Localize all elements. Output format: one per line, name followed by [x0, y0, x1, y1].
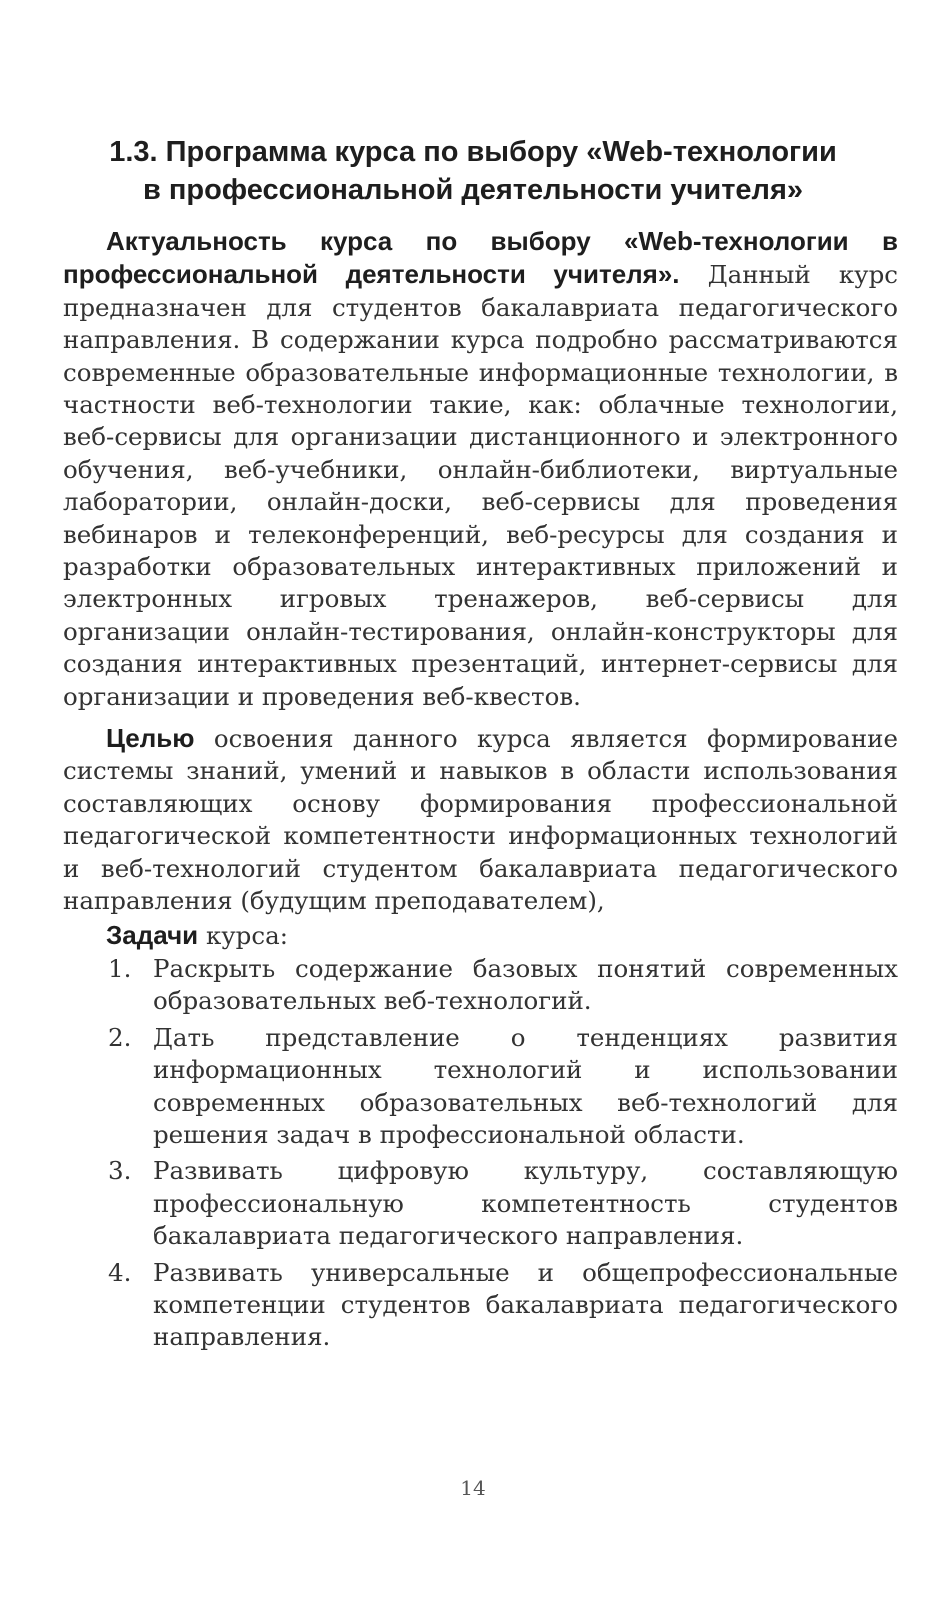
tasks-text: курса:	[205, 921, 288, 950]
list-item-number: 3.	[108, 1156, 132, 1186]
goal-lead: Целью	[106, 723, 195, 753]
list-item	[63, 1155, 898, 1252]
list-item-number: 2.	[108, 1022, 132, 1052]
list-item-text: Дать представление о тенденциях развития информационных технологий и использовании современных образовательных веб-технологий для решения задач в профессиональной области.	[153, 1022, 898, 1150]
tasks-lead: Задачи	[106, 920, 199, 950]
relevance-paragraph	[63, 225, 898, 713]
section-title-line-1: 1.3. Программа курса по выбору «Web-технологии	[109, 136, 837, 168]
section-title	[60, 133, 886, 209]
list-item-text: Развивать универсальные и общепрофессиональные компетенции студентов бакалавриата педагогического направления.	[153, 1257, 898, 1352]
list-item-number: 4.	[108, 1257, 132, 1287]
relevance-lead: Актуальность курса по выбору «Web-технологии в профессиональной деятельности учителя».	[63, 226, 898, 290]
relevance-text: Данный курс предназначен для студентов бакалавриата педагогического направления. В содержании курса подробно рассматриваются современные образовательные информационные технологии, в частности веб-технологии такие, как: облачные технологии, веб-сервисы для организации дистанционного и электронного обучения, веб-учебники, онлайн-библиотеки, виртуальные лаборатории, онлайн-доски, веб-сервисы для проведения вебинаров и телеконференций, веб-ресурсы для создания и разработки образовательных интерактивных приложений и электронных игровых тренажеров, веб-сервисы для организации онлайн-тестирования, онлайн-конструкторы для создания интерактивных презентаций, интернет-сервисы для организации и проведения веб-квестов.	[63, 260, 898, 711]
list-item	[63, 1022, 898, 1152]
list-item-text: Раскрыть содержание базовых понятий современных образовательных веб-технологий.	[153, 954, 898, 1016]
list-item-text: Развивать цифровую культуру, составляющую профессиональную компетентность студентов бакалавриата педагогического направления.	[153, 1156, 898, 1251]
list-item	[63, 1257, 898, 1354]
goal-text: освоения данного курса является формирование системы знаний, умений и навыков в области использования составляющих основу формирования профессиональной педагогической компетентности информационных технологий и веб-технологий студентом бакалавриата педагогического направления (будущим преподавателем),	[63, 724, 898, 916]
tasks-heading	[63, 919, 898, 952]
tasks-list	[63, 953, 898, 1358]
section-title-line-2: в профессиональной деятельности учителя»	[142, 174, 804, 206]
list-item	[63, 953, 898, 1018]
goal-paragraph	[63, 722, 898, 917]
page-number: 14	[460, 1476, 486, 1500]
list-item-number: 1.	[108, 954, 132, 983]
